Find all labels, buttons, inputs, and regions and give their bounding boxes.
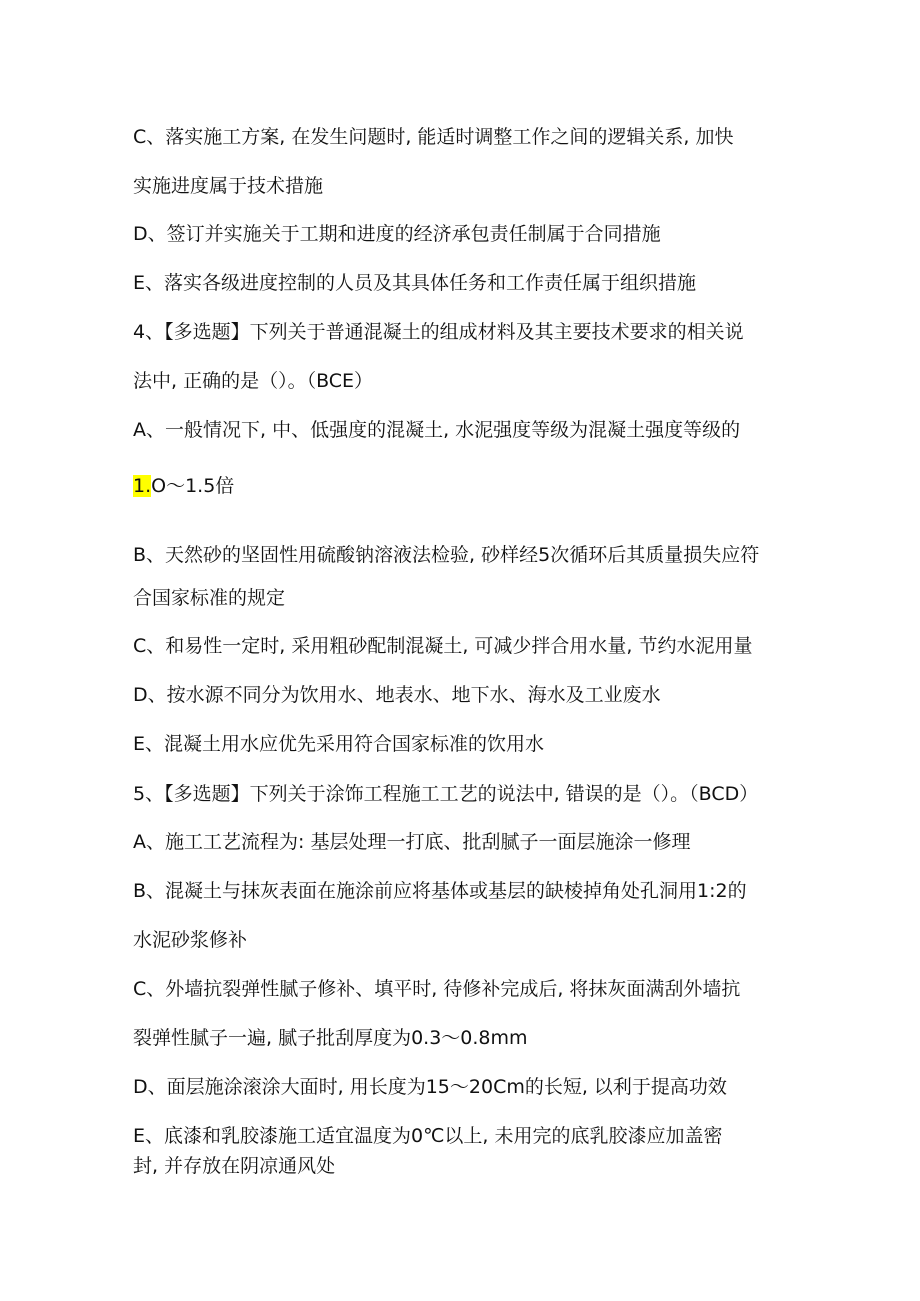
text-line: A、施工工艺流程为: 基层处理一打底、批刮腻子一面层施涂一修理 bbox=[133, 831, 691, 853]
question-5-title: 5、【多选题】下列关于涂饰工程施工工艺的说法中, 错误的是（）。（BCD） bbox=[133, 783, 759, 805]
text-line: C、落实施工方案, 在发生问题时, 能适时调整工作之间的逻辑关系, 加快 bbox=[133, 126, 734, 148]
text-line: E、混凝土用水应优先采用符合国家标准的饮用水 bbox=[133, 733, 545, 755]
text-line: D、签订并实施关于工期和进度的经济承包责任制属于合同措施 bbox=[133, 223, 661, 245]
text-line: C、和易性一定时, 采用粗砂配制混凝土, 可减少拌合用水量, 节约水泥用量 bbox=[133, 635, 753, 657]
text-line: 法中, 正确的是（）。（BCE） bbox=[133, 370, 374, 392]
text-line-rest: O～1.5倍 bbox=[151, 475, 235, 497]
text-line: 合国家标准的规定 bbox=[133, 587, 286, 609]
question-4-title: 4、【多选题】下列关于普通混凝土的组成材料及其主要技术要求的相关说 bbox=[133, 321, 744, 343]
text-line: A、一般情况下, 中、低强度的混凝土, 水泥强度等级为混凝土强度等级的 bbox=[133, 419, 741, 441]
text-line: 实施进度属于技术措施 bbox=[133, 175, 324, 197]
text-line: 水泥砂浆修补 bbox=[133, 929, 248, 951]
text-line: C、外墙抗裂弹性腻子修补、填平时, 待修补完成后, 将抹灰面满刮外墙抗 bbox=[133, 978, 741, 1000]
text-line: E、落实各级进度控制的人员及其具体任务和工作责任属于组织措施 bbox=[133, 272, 697, 294]
text-line: 封, 并存放在阴凉通风处 bbox=[133, 1155, 336, 1177]
text-line: 裂弹性腻子一遍, 腻子批刮厚度为0.3～0.8mm bbox=[133, 1027, 528, 1049]
highlighted-text: 1. bbox=[133, 475, 152, 497]
text-line bbox=[133, 474, 234, 498]
text-line: B、混凝土与抹灰表面在施涂前应将基体或基层的缺棱掉角处孔洞用1:2的 bbox=[133, 880, 747, 902]
text-line: D、按水源不同分为饮用水、地表水、地下水、海水及工业废水 bbox=[133, 684, 661, 706]
text-line: E、底漆和乳胶漆施工适宜温度为0℃以上, 未用完的底乳胶漆应加盖密 bbox=[133, 1125, 723, 1147]
text-line: D、面层施涂滚涂大面时, 用长度为15～20Cm的长短, 以利于提高功效 bbox=[133, 1076, 727, 1098]
text-line: B、天然砂的坚固性用硫酸钠溶液法检验, 砂样经5次循环后其质量损失应符 bbox=[133, 544, 760, 566]
